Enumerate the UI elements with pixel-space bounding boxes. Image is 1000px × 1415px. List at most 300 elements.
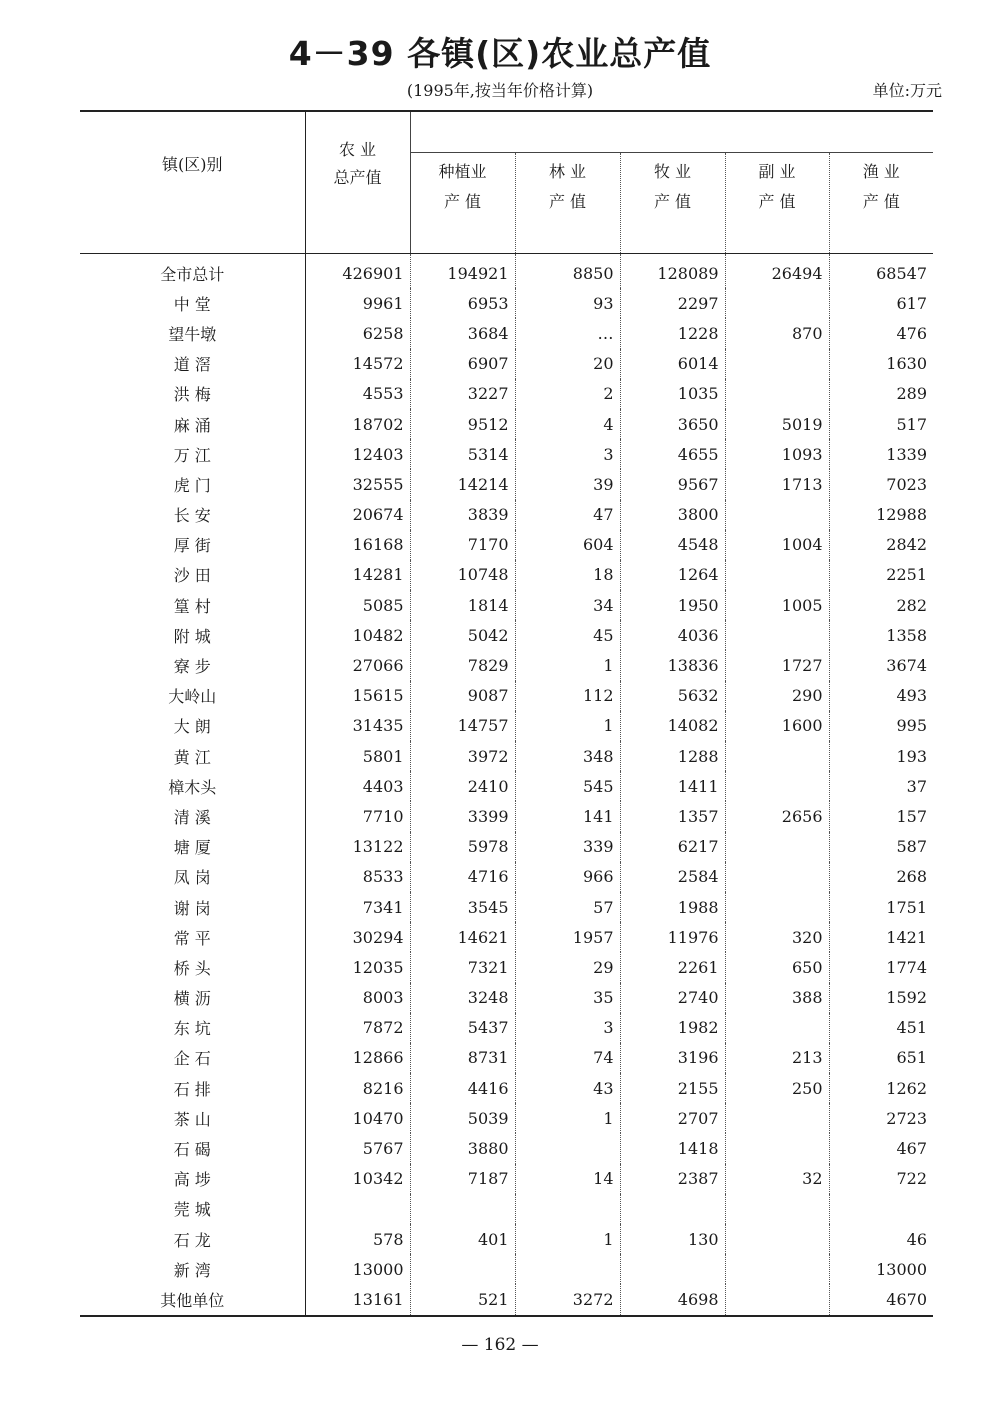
forestry-output-cell [515, 1194, 620, 1224]
forestry-output-cell: 43 [515, 1073, 620, 1103]
planting-output-cell: 7321 [410, 952, 515, 982]
fishery-output-cell: 476 [896, 323, 927, 343]
forestry-output-cell: 339 [515, 832, 620, 862]
forestry-output-cell: 45 [515, 620, 620, 650]
livestock-output-cell: 1035 [620, 379, 725, 409]
fishery-output-cell: 517 [896, 414, 927, 434]
fishery-output-cell: 451 [896, 1018, 927, 1038]
region-name-cell: 道 滘 [80, 349, 305, 379]
forestry-output-cell: 8850 [515, 254, 620, 289]
table-row [80, 711, 933, 741]
forestry-output-cell: 74 [515, 1043, 620, 1073]
forestry-output-cell: 348 [515, 741, 620, 771]
total-output-cell: 13000 [305, 1254, 410, 1284]
region-name-cell: 樟木头 [80, 771, 305, 801]
region-name-cell: 长 安 [80, 500, 305, 530]
region-name-cell: 沙 田 [80, 560, 305, 590]
livestock-output-cell: 128089 [620, 254, 725, 289]
planting-output-cell: 3972 [410, 741, 515, 771]
sideline-output-cell: 1600 [725, 711, 829, 741]
region-name-cell: 企 石 [80, 1043, 305, 1073]
fishery-output-cell: 2842 [886, 535, 927, 555]
sideline-output-cell: 213 [725, 1043, 829, 1073]
sideline-output-cell [725, 1254, 829, 1284]
table-row [80, 500, 933, 530]
planting-header-line1: 种植业 [438, 162, 487, 181]
fishery-output-cell: 1339 [886, 444, 927, 464]
fishery-output-cell: 587 [896, 837, 927, 857]
table-row [80, 349, 933, 379]
planting-output-cell: 2410 [410, 771, 515, 801]
table-row [80, 801, 933, 831]
planting-output-cell [410, 1254, 515, 1284]
sideline-output-cell [725, 862, 829, 892]
fishery-output-cell: 282 [896, 595, 927, 615]
planting-output-header [410, 153, 515, 254]
region-name-cell: 横 沥 [80, 983, 305, 1013]
forestry-output-cell: 35 [515, 983, 620, 1013]
livestock-output-cell: 1950 [620, 590, 725, 620]
total-output-cell: 13122 [305, 832, 410, 862]
region-name-cell: 谢 岗 [80, 892, 305, 922]
page-number: — 162 — [461, 1335, 539, 1355]
total-output-cell: 5767 [305, 1133, 410, 1163]
total-output-cell: 15615 [305, 681, 410, 711]
total-output-header [305, 111, 410, 254]
livestock-output-cell: 14082 [620, 711, 725, 741]
sideline-output-cell: 1093 [725, 439, 829, 469]
forestry-output-cell: 47 [515, 500, 620, 530]
fishery-output-cell: 37 [906, 776, 927, 796]
region-name-cell: 东 坑 [80, 1013, 305, 1043]
sideline-output-cell [725, 500, 829, 530]
fishery-output-cell: 493 [896, 686, 927, 706]
fishery-header-line2: 产 值 [862, 192, 900, 211]
planting-header-line2: 产 值 [443, 192, 482, 211]
livestock-header-line2: 产 值 [653, 192, 692, 211]
livestock-output-cell: 9567 [620, 469, 725, 499]
livestock-output-cell: 4655 [620, 439, 725, 469]
region-name-cell: 高 埗 [80, 1164, 305, 1194]
total-output-cell: 8216 [305, 1073, 410, 1103]
agriculture-output-table [80, 110, 933, 1317]
table-row [80, 530, 933, 560]
total-output-cell: 20674 [305, 500, 410, 530]
fishery-output-cell: 3674 [886, 656, 927, 676]
livestock-output-cell: 1357 [620, 801, 725, 831]
region-name-cell: 大岭山 [80, 681, 305, 711]
sideline-output-cell [725, 1224, 829, 1254]
table-row [80, 1043, 933, 1073]
region-name-cell: 虎 门 [80, 469, 305, 499]
planting-output-cell: 9087 [410, 681, 515, 711]
planting-output-cell: 14214 [410, 469, 515, 499]
sideline-output-cell [725, 288, 829, 318]
sideline-output-header [725, 153, 829, 254]
livestock-output-cell: 6014 [620, 349, 725, 379]
region-name-cell: 望牛墩 [80, 318, 305, 348]
forestry-output-cell: … [515, 318, 620, 348]
total-output-cell: 7872 [305, 1013, 410, 1043]
forestry-output-cell: 1 [515, 1224, 620, 1254]
sideline-output-cell: 2656 [725, 801, 829, 831]
planting-output-cell: 14621 [410, 922, 515, 952]
sideline-output-cell: 1004 [725, 530, 829, 560]
table-row [80, 1164, 933, 1194]
sideline-output-cell: 388 [725, 983, 829, 1013]
region-name-cell: 桥 头 [80, 952, 305, 982]
forestry-output-cell [515, 1254, 620, 1284]
forestry-output-cell: 112 [515, 681, 620, 711]
table-row [80, 1194, 933, 1224]
planting-output-cell: 1814 [410, 590, 515, 620]
region-name-cell: 篁 村 [80, 590, 305, 620]
total-output-cell: 7710 [305, 801, 410, 831]
total-output-cell: 12403 [305, 439, 410, 469]
planting-output-cell: 5039 [410, 1103, 515, 1133]
livestock-output-cell: 130 [620, 1224, 725, 1254]
sideline-output-cell [725, 741, 829, 771]
region-name-cell: 麻 涌 [80, 409, 305, 439]
fishery-output-cell: 13000 [876, 1259, 927, 1279]
total-output-cell: 5801 [305, 741, 410, 771]
table-row [80, 439, 933, 469]
sideline-output-cell [725, 1284, 829, 1315]
fishery-output-cell: 722 [896, 1169, 927, 1189]
sideline-header-line1: 副 业 [758, 162, 796, 181]
table-row [80, 771, 933, 801]
total-output-cell: 13161 [305, 1284, 410, 1315]
livestock-output-cell [620, 1194, 725, 1224]
table-row [80, 1103, 933, 1133]
total-output-cell: 30294 [305, 922, 410, 952]
total-output-cell: 16168 [305, 530, 410, 560]
sideline-output-cell: 290 [725, 681, 829, 711]
sideline-output-cell: 1713 [725, 469, 829, 499]
planting-output-cell: 7170 [410, 530, 515, 560]
livestock-header-line1: 牧 业 [653, 162, 692, 181]
table-row [80, 650, 933, 680]
planting-output-cell: 3399 [410, 801, 515, 831]
total-header-line2: 总产值 [333, 168, 382, 187]
sideline-output-cell [725, 379, 829, 409]
table-row [80, 620, 933, 650]
total-output-cell: 14572 [305, 349, 410, 379]
fishery-output-cell: 2723 [886, 1108, 927, 1128]
table-row [80, 1224, 933, 1254]
table-row [80, 892, 933, 922]
sideline-header-line2: 产 值 [758, 192, 796, 211]
total-output-cell: 8003 [305, 983, 410, 1013]
table-row [80, 560, 933, 590]
table-row [80, 1013, 933, 1043]
livestock-output-cell: 1288 [620, 741, 725, 771]
total-output-cell: 12035 [305, 952, 410, 982]
fishery-output-cell: 1751 [886, 897, 927, 917]
forestry-output-cell: 18 [515, 560, 620, 590]
sideline-output-cell [725, 1194, 829, 1224]
sideline-output-cell: 32 [725, 1164, 829, 1194]
livestock-output-cell: 4698 [620, 1284, 725, 1315]
livestock-output-cell: 4036 [620, 620, 725, 650]
planting-output-cell: 3684 [410, 318, 515, 348]
planting-output-cell: 401 [410, 1224, 515, 1254]
sideline-output-cell: 250 [725, 1073, 829, 1103]
region-name-cell: 凤 岗 [80, 862, 305, 892]
forestry-output-cell: 29 [515, 952, 620, 982]
livestock-output-cell: 3650 [620, 409, 725, 439]
region-name-cell: 厚 街 [80, 530, 305, 560]
total-output-cell: 5085 [305, 590, 410, 620]
sideline-output-cell: 870 [725, 318, 829, 348]
region-name-cell: 清 溪 [80, 801, 305, 831]
planting-output-cell: 7829 [410, 650, 515, 680]
fishery-output-cell: 1358 [886, 625, 927, 645]
sideline-output-cell [725, 1133, 829, 1163]
forestry-output-cell: 3 [515, 1013, 620, 1043]
livestock-output-cell: 11976 [620, 922, 725, 952]
sideline-output-cell: 650 [725, 952, 829, 982]
unit-label: 单位:万元 [872, 81, 942, 100]
livestock-output-cell [620, 1254, 725, 1284]
planting-output-cell: 3880 [410, 1133, 515, 1163]
table-row [80, 832, 933, 862]
fishery-header-line1: 渔 业 [862, 162, 900, 181]
fishery-output-cell: 193 [896, 746, 927, 766]
forestry-output-cell: 39 [515, 469, 620, 499]
planting-output-cell: 194921 [410, 254, 515, 289]
livestock-output-cell: 13836 [620, 650, 725, 680]
livestock-output-cell: 6217 [620, 832, 725, 862]
region-name-cell: 茶 山 [80, 1103, 305, 1133]
total-output-cell: 31435 [305, 711, 410, 741]
fishery-output-cell: 1262 [886, 1078, 927, 1098]
table-body [80, 254, 933, 1316]
region-name-cell: 黄 江 [80, 741, 305, 771]
fishery-output-cell: 46 [906, 1229, 927, 1249]
sideline-output-cell: 320 [725, 922, 829, 952]
planting-output-cell: 14757 [410, 711, 515, 741]
livestock-output-cell: 1411 [620, 771, 725, 801]
data-table-container [80, 110, 933, 1317]
planting-output-cell: 8731 [410, 1043, 515, 1073]
region-name-cell: 莞 城 [80, 1194, 305, 1224]
forestry-header-line1: 林 业 [548, 162, 587, 181]
forestry-output-cell: 2 [515, 379, 620, 409]
forestry-output-cell: 1 [515, 1103, 620, 1133]
fishery-output-cell: 995 [896, 716, 927, 736]
forestry-output-cell: 14 [515, 1164, 620, 1194]
fishery-output-cell: 157 [896, 806, 927, 826]
fishery-output-cell: 1774 [886, 957, 927, 977]
fishery-output-cell: 617 [896, 293, 927, 313]
planting-output-cell: 4716 [410, 862, 515, 892]
region-name-cell: 全市总计 [80, 254, 305, 289]
fishery-output-cell: 289 [896, 384, 927, 404]
total-output-cell: 426901 [305, 254, 410, 289]
livestock-output-cell: 2155 [620, 1073, 725, 1103]
fishery-output-cell: 12988 [876, 505, 927, 525]
table-row [80, 681, 933, 711]
livestock-output-cell: 3196 [620, 1043, 725, 1073]
total-output-cell: 32555 [305, 469, 410, 499]
forestry-header-line2: 产 值 [548, 192, 587, 211]
livestock-output-cell: 4548 [620, 530, 725, 560]
total-output-cell: 8533 [305, 862, 410, 892]
planting-output-cell: 3839 [410, 500, 515, 530]
fishery-output-cell: 68547 [876, 263, 927, 283]
livestock-output-cell: 2707 [620, 1103, 725, 1133]
planting-output-cell: 521 [410, 1284, 515, 1315]
planting-output-cell: 6953 [410, 288, 515, 318]
fishery-output-cell: 1630 [886, 354, 927, 374]
forestry-output-cell: 966 [515, 862, 620, 892]
region-name-cell: 常 平 [80, 922, 305, 952]
region-column-header: 镇(区)别 [80, 111, 305, 254]
total-output-cell: 9961 [305, 288, 410, 318]
fishery-output-cell: 651 [896, 1048, 927, 1068]
region-name-cell: 中 堂 [80, 288, 305, 318]
livestock-output-cell: 1988 [620, 892, 725, 922]
fishery-output-cell: 7023 [886, 474, 927, 494]
forestry-output-cell: 1 [515, 711, 620, 741]
fishery-output-header [829, 153, 933, 254]
sideline-output-cell [725, 560, 829, 590]
fishery-output-cell: 1592 [886, 988, 927, 1008]
forestry-output-cell: 1957 [515, 922, 620, 952]
region-name-cell: 新 湾 [80, 1254, 305, 1284]
planting-output-cell: 3248 [410, 983, 515, 1013]
sideline-output-cell [725, 892, 829, 922]
total-header-line1: 农 业 [338, 140, 377, 159]
total-output-cell: 4553 [305, 379, 410, 409]
total-output-cell: 10470 [305, 1103, 410, 1133]
table-row [80, 318, 933, 348]
livestock-output-cell: 3800 [620, 500, 725, 530]
forestry-output-cell [515, 1133, 620, 1163]
planting-output-cell: 7187 [410, 1164, 515, 1194]
planting-output-cell: 5978 [410, 832, 515, 862]
total-output-cell: 12866 [305, 1043, 410, 1073]
livestock-output-cell: 1982 [620, 1013, 725, 1043]
fishery-output-cell: 268 [896, 867, 927, 887]
fishery-output-cell: 467 [896, 1139, 927, 1159]
sideline-output-cell [725, 771, 829, 801]
table-row [80, 288, 933, 318]
table-row [80, 590, 933, 620]
table-row [80, 952, 933, 982]
table-row [80, 1284, 933, 1315]
total-output-cell: 27066 [305, 650, 410, 680]
sideline-output-cell: 1727 [725, 650, 829, 680]
region-name-cell: 其他单位 [80, 1284, 305, 1315]
table-row [80, 1073, 933, 1103]
total-output-cell: 578 [305, 1224, 410, 1254]
sideline-output-cell: 5019 [725, 409, 829, 439]
planting-output-cell: 5314 [410, 439, 515, 469]
sideline-output-cell [725, 1013, 829, 1043]
region-name-cell: 石 碣 [80, 1133, 305, 1163]
total-output-cell: 14281 [305, 560, 410, 590]
total-output-cell: 10342 [305, 1164, 410, 1194]
table-header [80, 111, 933, 254]
forestry-output-header [515, 153, 620, 254]
livestock-output-cell: 2297 [620, 288, 725, 318]
forestry-output-cell: 604 [515, 530, 620, 560]
fishery-output-cell: 4670 [829, 1284, 933, 1315]
livestock-output-cell: 2740 [620, 983, 725, 1013]
sideline-output-cell [725, 620, 829, 650]
region-name-cell: 寮 步 [80, 650, 305, 680]
table-subtitle: (1995年,按当年价格计算) [406, 81, 594, 100]
livestock-output-cell: 2261 [620, 952, 725, 982]
table-row [80, 983, 933, 1013]
page-title: 4－39 各镇(区)农业总产值 [288, 34, 712, 73]
planting-output-cell: 4416 [410, 1073, 515, 1103]
sideline-output-cell [725, 1103, 829, 1133]
planting-output-cell: 3545 [410, 892, 515, 922]
table-row [80, 379, 933, 409]
fishery-output-cell: 2251 [886, 565, 927, 585]
livestock-output-cell: 1228 [620, 318, 725, 348]
total-output-cell: 4403 [305, 771, 410, 801]
region-name-cell: 塘 厦 [80, 832, 305, 862]
planting-output-cell: 9512 [410, 409, 515, 439]
fishery-output-cell: 1421 [886, 927, 927, 947]
livestock-output-cell: 1264 [620, 560, 725, 590]
total-output-cell [305, 1194, 410, 1224]
sideline-output-cell: 1005 [725, 590, 829, 620]
forestry-output-cell: 141 [515, 801, 620, 831]
region-name-cell: 洪 梅 [80, 379, 305, 409]
livestock-output-cell: 1418 [620, 1133, 725, 1163]
planting-output-cell: 6907 [410, 349, 515, 379]
planting-output-cell: 5437 [410, 1013, 515, 1043]
region-name-cell: 附 城 [80, 620, 305, 650]
fishery-output-cell [829, 1194, 933, 1224]
region-name-cell: 大 朗 [80, 711, 305, 741]
livestock-output-cell: 2584 [620, 862, 725, 892]
sideline-output-cell [725, 832, 829, 862]
table-row [80, 922, 933, 952]
region-name-cell: 石 排 [80, 1073, 305, 1103]
sub-header-spacer [410, 111, 933, 153]
planting-output-cell: 10748 [410, 560, 515, 590]
livestock-output-header [620, 153, 725, 254]
forestry-output-cell: 20 [515, 349, 620, 379]
forestry-output-cell: 4 [515, 409, 620, 439]
forestry-output-cell: 3272 [515, 1284, 620, 1315]
forestry-output-cell: 545 [515, 771, 620, 801]
sideline-output-cell: 26494 [725, 254, 829, 289]
forestry-output-cell: 3 [515, 439, 620, 469]
region-name-cell: 万 江 [80, 439, 305, 469]
total-output-cell: 6258 [305, 318, 410, 348]
table-row [80, 1254, 933, 1284]
total-output-cell: 18702 [305, 409, 410, 439]
table-row [80, 469, 933, 499]
planting-output-cell [410, 1194, 515, 1224]
total-output-cell: 10482 [305, 620, 410, 650]
planting-output-cell: 3227 [410, 379, 515, 409]
forestry-output-cell: 34 [515, 590, 620, 620]
table-row [80, 741, 933, 771]
table-row [80, 409, 933, 439]
total-output-cell: 7341 [305, 892, 410, 922]
table-row [80, 862, 933, 892]
livestock-output-cell: 5632 [620, 681, 725, 711]
region-name-cell: 石 龙 [80, 1224, 305, 1254]
